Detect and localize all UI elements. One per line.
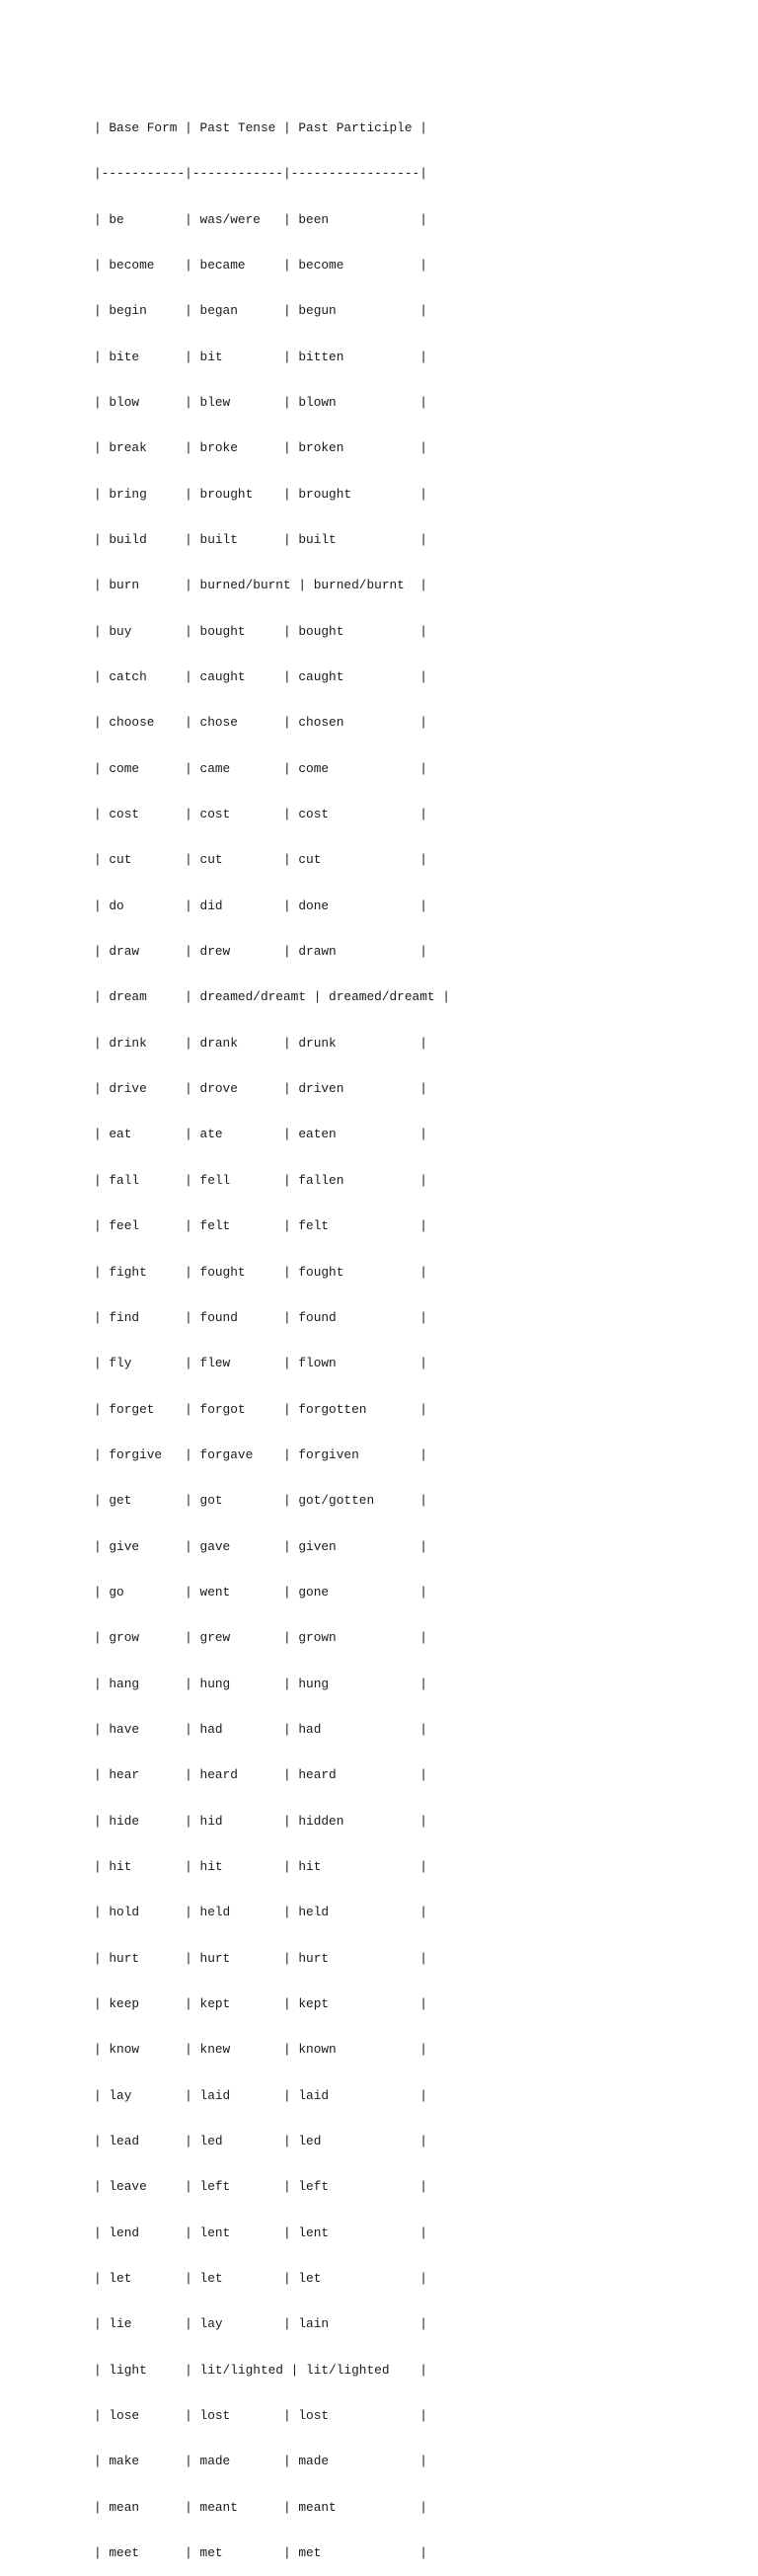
table-row: | hear | heard | heard | — [94, 1767, 427, 1783]
table-row: | make | made | made | — [94, 2454, 427, 2469]
table-row: | catch | caught | caught | — [94, 669, 427, 685]
table-row: | grow | grew | grown | — [94, 1630, 427, 1646]
table-header: | Base Form | Past Tense | Past Participle | — [94, 119, 427, 135]
table-row: | cost | cost | cost | — [94, 807, 427, 822]
table-row: | have | had | had | — [94, 1721, 427, 1737]
table-row: | cut | cut | cut | — [94, 852, 427, 868]
table-row: | leave | left | left | — [94, 2179, 427, 2195]
table-row: | lead | led | led | — [94, 2134, 427, 2149]
table-row: | fight | fought | fought | — [94, 1264, 427, 1280]
table-row: | blow | blew | blown | — [94, 394, 427, 410]
table-row: | give | gave | given | — [94, 1538, 427, 1554]
table-row: | bring | brought | brought | — [94, 486, 427, 502]
table-row: | drive | drove | driven | — [94, 1081, 427, 1097]
table-row: | forgive | forgave | forgiven | — [94, 1446, 427, 1462]
table-row: | find | found | found | — [94, 1309, 427, 1325]
table-row: | fly | flew | flown | — [94, 1356, 427, 1371]
table-row: | bite | bit | bitten | — [94, 349, 427, 364]
table-row: | hide | hid | hidden | — [94, 1813, 427, 1829]
irregular-verbs-table — [94, 90, 450, 2576]
table-row: | feel | felt | felt | — [94, 1218, 427, 1234]
table-row: | hold | held | held | — [94, 1905, 427, 1920]
table-row: | burn | burned/burnt | burned/burnt | — [94, 578, 427, 593]
table-row: | lay | laid | laid | — [94, 2087, 427, 2103]
table-row: | hit | hit | hit | — [94, 1858, 427, 1874]
table-row: | hurt | hurt | hurt | — [94, 1950, 427, 1966]
table-row: | lie | lay | lain | — [94, 2316, 427, 2332]
table-row: | come | came | come | — [94, 760, 427, 776]
table-row: | let | let | let | — [94, 2271, 427, 2287]
table-row: | light | lit/lighted | lit/lighted | — [94, 2362, 427, 2378]
table-row: | go | went | gone | — [94, 1584, 427, 1600]
table-row: | meet | met | met | — [94, 2545, 427, 2561]
table-row: | keep | kept | kept | — [94, 1996, 427, 2011]
table-row: | begin | began | begun | — [94, 303, 427, 319]
table-row: | dream | dreamed/dreamt | dreamed/dreamt | — [94, 989, 450, 1005]
table-row: | be | was/were | been | — [94, 211, 427, 227]
table-row: | buy | bought | bought | — [94, 623, 427, 639]
table-row: | hang | hung | hung | — [94, 1676, 427, 1691]
table-row: | lose | lost | lost | — [94, 2408, 427, 2424]
table-row: | drink | drank | drunk | — [94, 1035, 427, 1051]
table-row: | do | did | done | — [94, 898, 427, 913]
table-row: | lend | lent | lent | — [94, 2225, 427, 2240]
table-row: | eat | ate | eaten | — [94, 1127, 427, 1142]
table-row: | mean | meant | meant | — [94, 2499, 427, 2515]
table-row: | choose | chose | chosen | — [94, 715, 427, 731]
table-separator: |-----------|------------|-----------------| — [94, 166, 427, 182]
table-row: | forget | forgot | forgotten | — [94, 1401, 427, 1417]
table-row: | draw | drew | drawn | — [94, 944, 427, 960]
table-row: | build | built | built | — [94, 532, 427, 547]
table-row: | become | became | become | — [94, 257, 427, 273]
table-row: | know | knew | known | — [94, 2042, 427, 2058]
table-row: | fall | fell | fallen | — [94, 1172, 427, 1188]
table-row: | break | broke | broken | — [94, 440, 427, 456]
table-row: | get | got | got/gotten | — [94, 1493, 427, 1509]
